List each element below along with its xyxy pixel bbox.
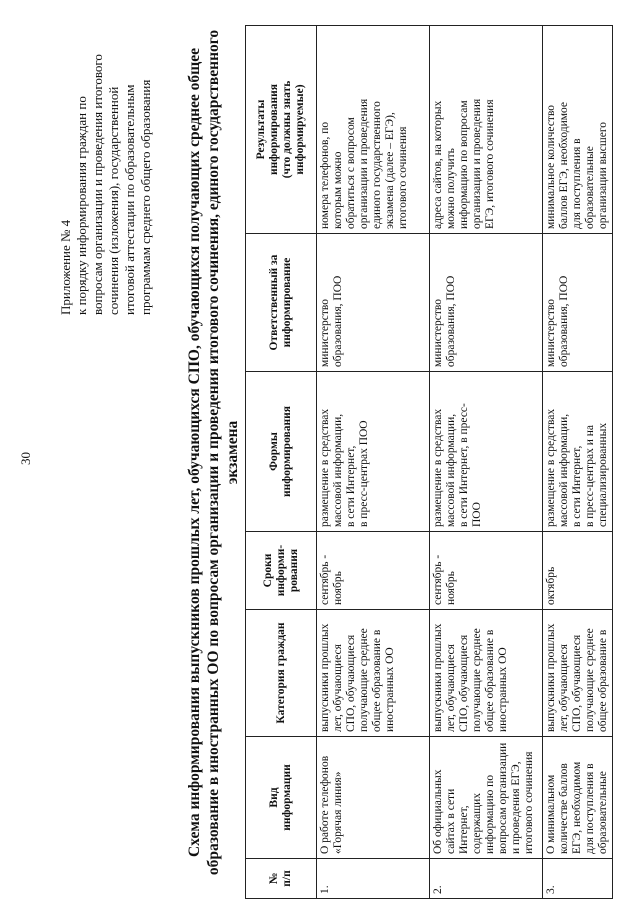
table-cell: 3. — [543, 859, 613, 899]
title-line: образование в иностранных ОО по вопросам организации и проведения итогового сочинения, единого государственного — [205, 29, 222, 876]
header-citizen-category: Категория граждан — [246, 610, 317, 737]
table-cell: выпускники прошлых лет, обучающиеся СПО, обучающиеся получающие среднее общее образование в иностранных ОО — [317, 610, 430, 737]
header-number: № п/п — [246, 859, 317, 899]
table-cell: октябрь — [543, 532, 613, 610]
header-results: Результаты информирования (что должны знать информируемые) — [246, 26, 317, 234]
header-info-type: Вид информации — [246, 737, 317, 859]
table-cell: 1. — [317, 859, 430, 899]
table-row — [430, 26, 543, 899]
appendix-line: к порядку информирования граждан по — [74, 96, 89, 315]
table-cell: размещение в средствах массовой информации, в сети Интернет, в пресс-центрах и на специализированных — [543, 372, 613, 532]
appendix-line: итоговой аттестации по образовательным — [122, 84, 137, 315]
table-cell: сентябрь - ноябрь — [430, 532, 543, 610]
table-cell: выпускники прошлых лет, обучающиеся СПО, обучающиеся получающие среднее общее образование в иностранных ОО — [430, 610, 543, 737]
appendix-line: программам среднего общего образования — [138, 79, 153, 315]
page-number: 30 — [18, 452, 33, 465]
table-cell: О минимальном количестве баллов ЕГЭ, необходимом для поступления в образовательные — [543, 737, 613, 859]
header-timing: Сроки информи- рования — [246, 532, 317, 610]
table-cell: сентябрь - ноябрь — [317, 532, 430, 610]
document-title — [185, 25, 242, 880]
appendix-line: вопросам организации и проведения итогового — [90, 54, 105, 315]
table-cell: адреса сайтов, на которых можно получить информацию по вопросам организации и проведения ЕГЭ, итогового сочинения — [430, 26, 543, 234]
table-cell: Об официальных сайтах в сети Интернет, содержащих информацию по вопросам организации и проведения ЕГЭ, итогового сочинения — [430, 737, 543, 859]
table-row — [317, 26, 430, 899]
appendix-line: Приложение № 4 — [58, 219, 73, 315]
title-line: Схема информирования выпускников прошлых лет, обучающихся СПО, обучающихся получающих среднее общее — [186, 48, 203, 858]
table-cell: размещение в средствах массовой информации, в сети Интернет, в пресс-центрах ПОО — [317, 372, 430, 532]
title-line: экзамена — [224, 420, 241, 485]
table-cell: министерство образования, ПОО — [543, 234, 613, 372]
table-cell: размещение в средствах массовой информации, в сети Интернет, в пресс- ПОО — [430, 372, 543, 532]
table-cell: минимальное количество баллов ЕГЭ, необходимое для поступления в образовательные организации высшего — [543, 26, 613, 234]
table-cell: выпускники прошлых лет, обучающиеся СПО, обучающиеся получающие среднее общее образование в — [543, 610, 613, 737]
information-schedule-table — [245, 25, 613, 899]
appendix-header — [58, 15, 154, 315]
table-cell: 2. — [430, 859, 543, 899]
table-cell: номера телефонов, по которым можно обратиться с вопросом организации и проведения единого государственного экзамена (далее – ЕГЭ), итогового сочинения — [317, 26, 430, 234]
table-cell: О работе телефонов «Горячая линия» — [317, 737, 430, 859]
table-row — [543, 26, 613, 899]
appendix-line: сочинения (изложения), государственной — [106, 86, 121, 315]
table-cell: министерство образования, ПОО — [430, 234, 543, 372]
table-cell: министерство образования, ПОО — [317, 234, 430, 372]
header-responsible: Ответственный за информирование — [246, 234, 317, 372]
table-header-row — [246, 26, 317, 899]
header-forms: Формы информирования — [246, 372, 317, 532]
